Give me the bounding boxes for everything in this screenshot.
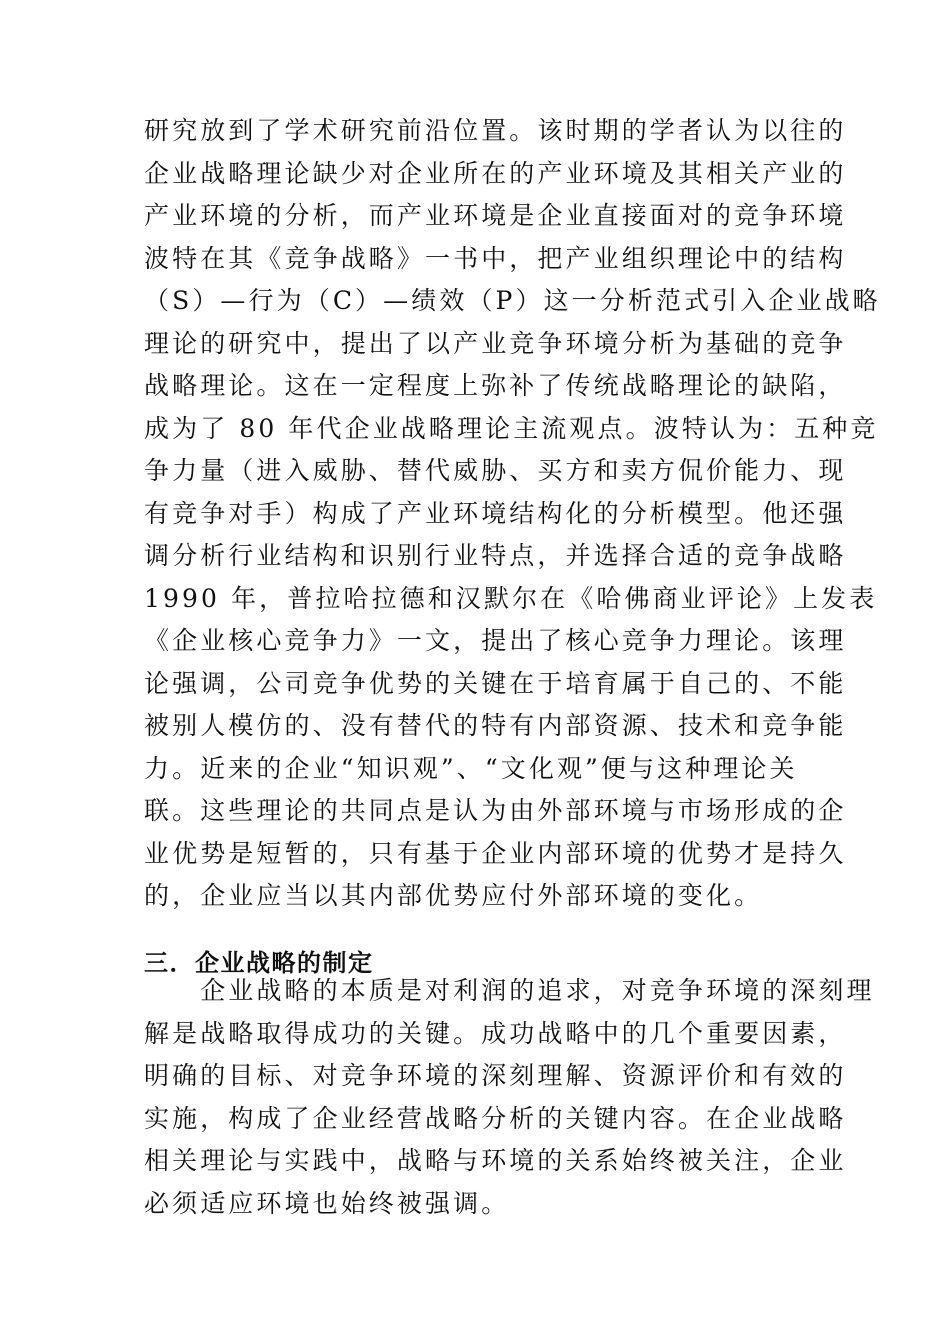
text-line: 联。这些理论的共同点是认为由外部环境与市场形成的企 (144, 796, 847, 825)
text-line: 研究放到了学术研究前沿位置。该时期的学者认为以往的 (144, 116, 847, 145)
text-line: 波特在其《竞争战略》一书中，把产业组织理论中的结构 (144, 243, 847, 273)
text-line: 有竞争对手）构成了产业环境结构化的分析模型。他还强 (144, 498, 847, 528)
text-line: 力。近来的企业“知识观”、“文化观”便与这种理论关 (144, 753, 798, 783)
text-line: 企业战略的本质是对利润的追求，对竞争环境的深刻理 (144, 976, 875, 1005)
text-line: 相关理论与实践中，战略与环境的关系始终被关注，企业 (144, 1146, 847, 1175)
text-line: 调分析行业结构和识别行业特点，并选择合适的竞争战略 (144, 541, 847, 570)
text-line: 争力量（进入威胁、替代威胁、买方和卖方侃价能力、现 (144, 456, 847, 485)
text-line: 《企业核心竞争力》一文，提出了核心竞争力理论。该理 (144, 626, 847, 655)
paragraph-strategy-theory (144, 110, 881, 918)
section-heading: 三．企业战略的制定 (144, 949, 374, 977)
text-line: 明确的目标、对竞争环境的深刻理解、资源评价和有效的 (144, 1061, 847, 1090)
text-line: 理论的研究中，提出了以产业竞争环境分析为基础的竞争 (144, 328, 847, 358)
text-line: 实施，构成了企业经营战略分析的关键内容。在企业战略 (144, 1103, 847, 1133)
text-line: 解是战略取得成功的关键。成功战略中的几个重要因素， (144, 1018, 847, 1048)
text-line: （S）—行为（C）—绩效（P）这一分析范式引入企业战略 (144, 286, 881, 315)
text-line: 必须适应环境也始终被强调。 (144, 1188, 510, 1218)
text-line: 被别人模仿的、没有替代的特有内部资源、技术和竞争能 (144, 711, 847, 740)
text-line: 产业环境的分析，而产业环境是企业直接面对的竞争环境 (144, 201, 847, 230)
text-line: 企业战略理论缺少对企业所在的产业环境及其相关产业的 (144, 158, 847, 188)
text-line: 1990 年，普拉哈拉德和汉默尔在《哈佛商业评论》上发表 (144, 583, 878, 613)
text-line: 战略理论。这在一定程度上弥补了传统战略理论的缺陷， (144, 371, 847, 400)
text-line: 论强调，公司竞争优势的关键在于培育属于自己的、不能 (144, 668, 847, 698)
text-line: 业优势是短暂的，只有基于企业内部环境的优势才是持久 (144, 838, 847, 868)
text-line: 成为了 80 年代企业战略理论主流观点。波特认为：五种竞 (144, 413, 879, 443)
paragraph-strategy-formulation (144, 970, 875, 1225)
text-line: 的，企业应当以其内部优势应付外部环境的变化。 (144, 881, 763, 910)
